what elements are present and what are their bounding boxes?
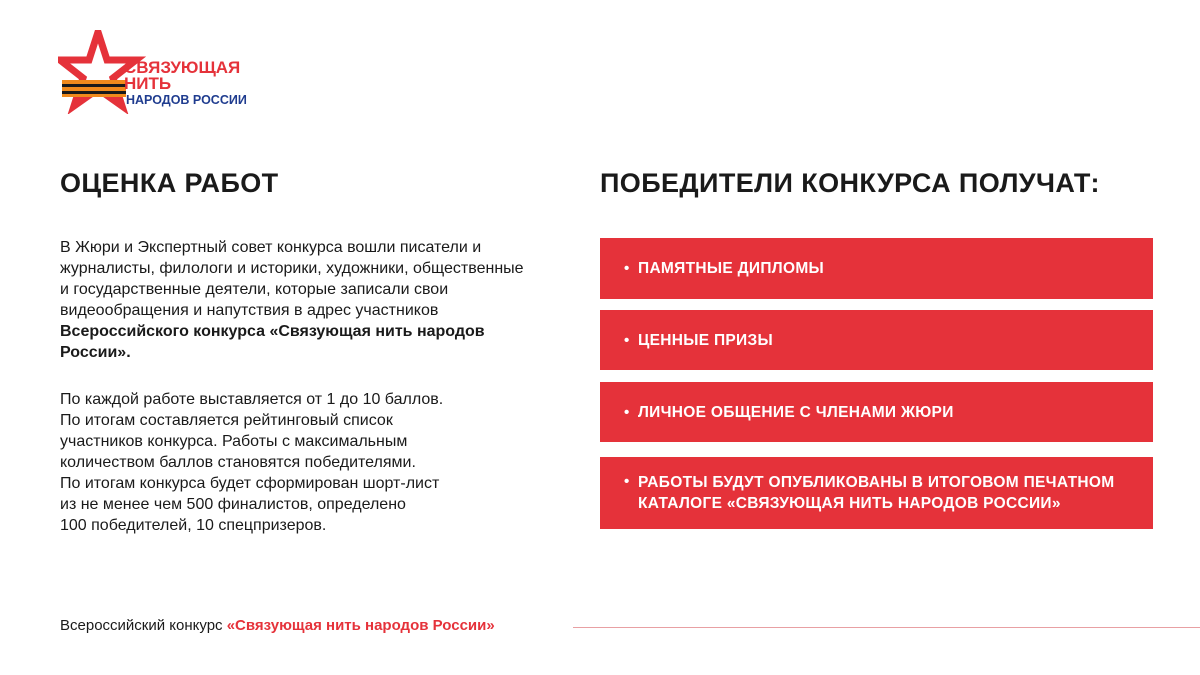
footer-caption — [60, 617, 495, 634]
prize-item — [600, 310, 1153, 370]
prize-text: ПАМЯТНЫЕ ДИПЛОМЫ — [638, 260, 825, 277]
contest-logo — [58, 30, 258, 114]
scoring-line: участников конкурса. Работы с максимальным — [60, 433, 408, 450]
scoring-line: количеством баллов становятся победителями. — [60, 454, 416, 471]
contest-name-bold: Всероссийского конкурса «Связующая нить народов России». — [60, 323, 485, 361]
logo-line2: НИТЬ — [124, 74, 172, 93]
scoring-paragraph — [60, 389, 530, 536]
bullet: • — [624, 473, 630, 490]
bullet: • — [624, 403, 630, 421]
evaluation-heading: ОЦЕНКА РАБОТ — [60, 168, 279, 198]
scoring-line: По каждой работе выставляется от 1 до 10 баллов. — [60, 391, 444, 408]
jury-text: В Жюри и Экспертный совет конкурса вошли писатели и журналисты, филологи и историки, художники, общественные и государственные деятели, которые записали свои видеообращения и напутствия в адрес участников — [60, 239, 524, 319]
winners-heading: ПОБЕДИТЕЛИ КОНКУРСА ПОЛУЧАТ: — [600, 168, 1100, 198]
st-george-ribbon-icon — [62, 80, 126, 97]
logo-line3: НАРОДОВ РОССИИ — [126, 93, 247, 107]
jury-paragraph — [60, 237, 530, 363]
scoring-line: По итогам конкурса будет сформирован шорт-лист — [60, 475, 440, 492]
bullet: • — [624, 260, 630, 277]
footer-contest-name: «Связующая нить народов России» — [226, 617, 495, 634]
footer-prefix: Всероссийский конкурс — [60, 617, 227, 634]
scoring-line: По итогам составляется рейтинговый список — [60, 412, 393, 429]
prize-text: РАБОТЫ БУДУТ ОПУБЛИКОВАНЫ В ИТОГОВОМ ПЕЧАТНОМ КАТАЛОГЕ «СВЯЗУЮЩАЯ НИТЬ НАРОДОВ РОССИИ» — [638, 474, 1115, 512]
prize-item — [600, 238, 1153, 299]
scoring-line: из не менее чем 500 финалистов, определено — [60, 496, 406, 513]
prize-item — [600, 457, 1153, 529]
scoring-line: 100 победителей, 10 спецпризеров. — [60, 517, 327, 534]
bullet: • — [624, 331, 630, 349]
footer-divider — [573, 627, 1200, 628]
prize-text: ЛИЧНОЕ ОБЩЕНИЕ С ЧЛЕНАМИ ЖЮРИ — [638, 403, 954, 421]
prize-item — [600, 382, 1153, 442]
logo-line1: СВЯЗУЮЩАЯ — [124, 58, 241, 77]
prize-text: ЦЕННЫЕ ПРИЗЫ — [638, 331, 773, 349]
